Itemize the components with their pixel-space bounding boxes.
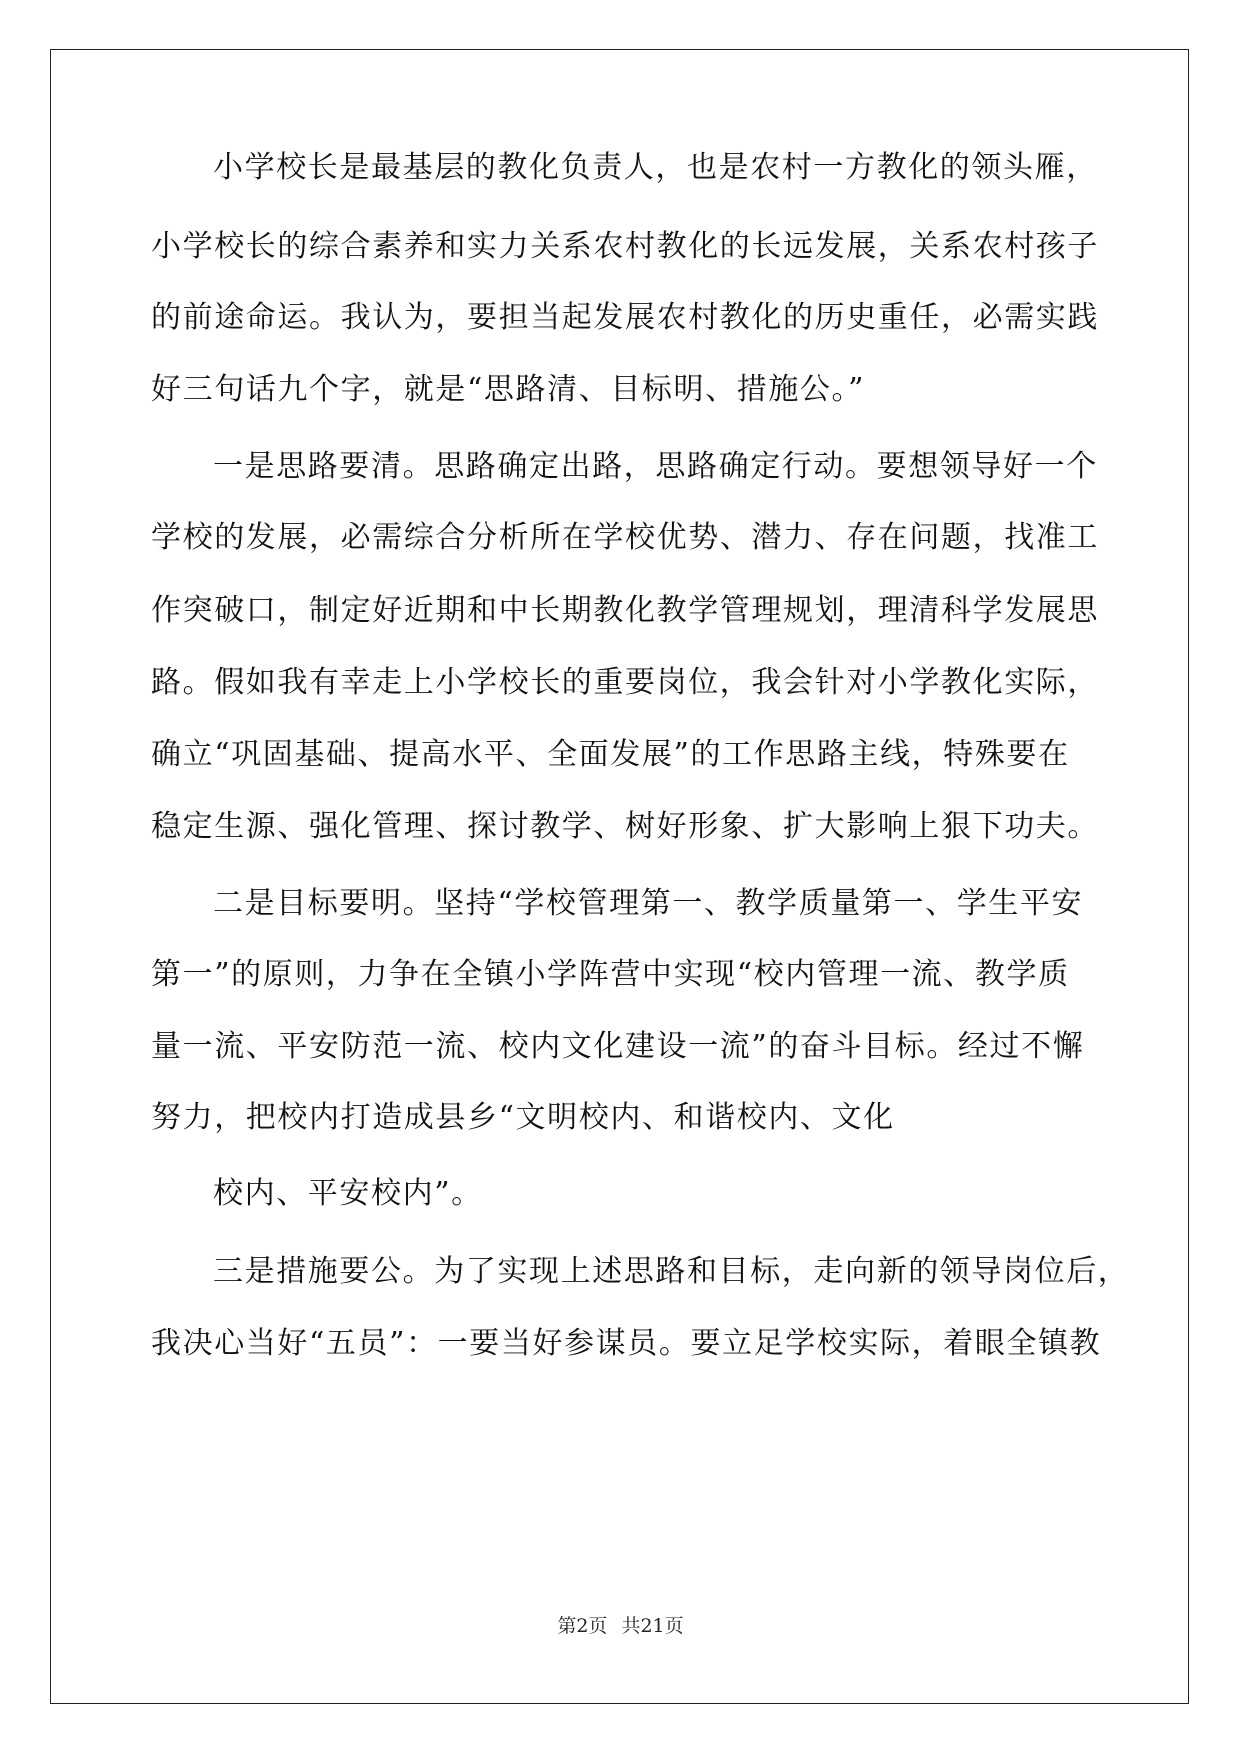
page-number: 第2页 [557, 1615, 608, 1637]
body-line: 我决心当好“五员”：一要当好参谋员。要立足学校实际，着眼全镇教 [151, 1326, 1102, 1361]
body-line: 努力，把校内打造成县乡“文明校内、和谐校内、文化 [151, 1100, 895, 1135]
body-line: 二是目标要明。坚持“学校管理第一、教学质量第一、学生平安 [213, 886, 1084, 921]
body-line: 路。假如我有幸走上小学校长的重要岗位，我会针对小学教化实际， [151, 665, 1099, 700]
body-line: 的前途命运。我认为，要担当起发展农村教化的历史重任，必需实践 [151, 300, 1099, 335]
body-line: 三是措施要公。为了实现上述思路和目标，走向新的领导岗位后， [213, 1254, 1130, 1289]
body-line: 作突破口，制定好近期和中长期教化教学管理规划，理清科学发展思 [151, 593, 1099, 628]
body-line: 一是思路要清。思路确定出路，思路确定行动。要想领导好一个 [213, 449, 1098, 484]
page-total: 共21页 [621, 1615, 684, 1637]
body-line: 小学校长是最基层的教化负责人，也是农村一方教化的领头雁， [213, 150, 1098, 185]
body-line: 第一”的原则，力争在全镇小学阵营中实现“校内管理一流、教学质 [151, 957, 1070, 992]
body-line: 好三句话九个字，就是“思路清、目标明、措施公。” [151, 372, 866, 407]
body-line: 小学校长的综合素养和实力关系农村教化的长远发展，关系农村孩子 [151, 229, 1099, 264]
body-line: 学校的发展，必需综合分析所在学校优势、潜力、存在问题，找准工 [151, 520, 1099, 555]
body-line: 校内、平安校内”。 [213, 1176, 483, 1211]
body-line: 稳定生源、强化管理、探讨教学、树好形象、扩大影响上狠下功夫。 [151, 809, 1099, 844]
page-footer [0, 1611, 1241, 1638]
body-line: 确立“巩固基础、提高水平、全面发展”的工作思路主线，特殊要在 [151, 737, 1070, 772]
body-line: 量一流、平安防范一流、校内文化建设一流”的奋斗目标。经过不懈 [151, 1029, 1085, 1064]
